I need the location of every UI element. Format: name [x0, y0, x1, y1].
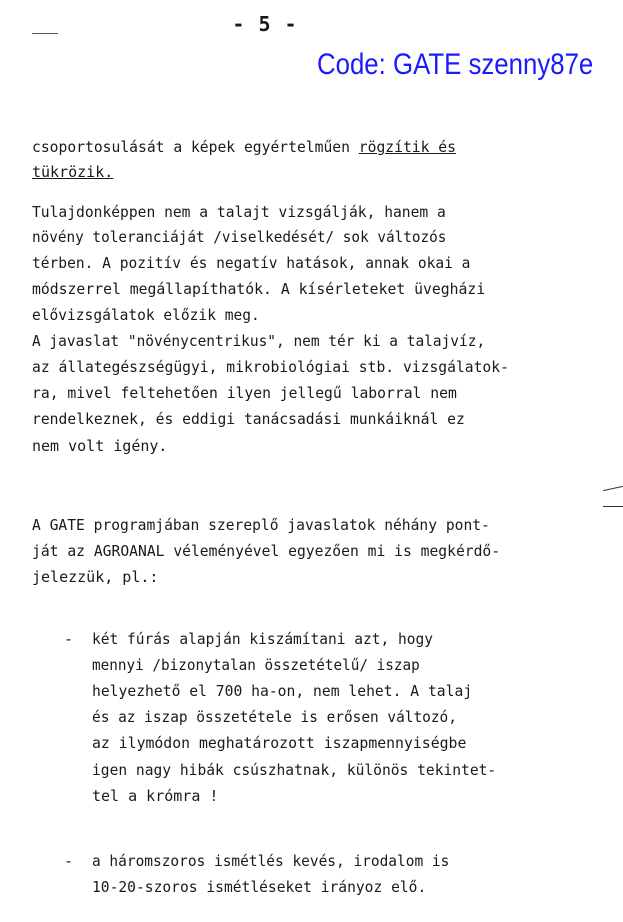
bullet-line: és az iszap összetétele is erősen változó,	[92, 708, 457, 726]
bullet-line: két fúrás alapján kiszámítani azt, hogy	[92, 630, 433, 648]
text-line: ját az AGROANAL véleményével egyezően mi is megkérdő-	[32, 542, 501, 560]
bullet-line: mennyi /bizonytalan összetételű/ iszap	[92, 656, 420, 674]
underlined-text: tükrözik.	[32, 163, 114, 181]
bullet-line: helyezhető el 700 ha-on, nem lehet. A talaj	[92, 682, 473, 700]
text-line: A javaslat "növénycentrikus", nem tér ki a talajvíz,	[32, 332, 486, 350]
text-line: elővizsgálatok előzik meg.	[32, 306, 260, 324]
page-number: - 5 -	[232, 12, 298, 36]
text-line: térben. A pozitív és negatív hatások, annak okai a	[32, 254, 471, 272]
text-run: csoportosulását a képek egyértelműen	[32, 138, 359, 156]
bullet-line: 10-20-szoros ismétléseket irányoz elő.	[92, 878, 427, 896]
bullet-line: az ilymódon meghatározott iszapmennyiségbe	[92, 734, 467, 752]
text-line: nem volt igény.	[32, 437, 168, 455]
text-line: ra, mivel feltehetően ilyen jellegű laborral nem	[32, 384, 457, 402]
margin-mark	[603, 506, 623, 507]
bullet-line: igen nagy hibák csúszhatnak, különös tekintet-	[92, 761, 497, 779]
text-line: A GATE programjában szereplő javaslatok néhány pont-	[32, 516, 490, 534]
code-stamp: Code: GATE szenny87e	[316, 48, 593, 81]
text-line: módszerrel megállapíthatók. A kísérleteket üvegházi	[32, 280, 486, 298]
bullet-line: a háromszoros ismétlés kevés, irodalom is	[92, 852, 450, 870]
text-line: az állategészségügyi, mikrobiológiai stb. vizsgálatok-	[32, 358, 509, 376]
text-line	[32, 138, 456, 156]
text-line: jelezzük, pl.:	[32, 568, 159, 586]
margin-mark	[603, 486, 623, 491]
bullet-dash: -	[64, 630, 74, 648]
text-line: rendelkeznek, és eddigi tanácsadási munkáiknál ez	[32, 410, 465, 428]
text-line: Tulajdonképpen nem a talajt vizsgálják, hanem a	[32, 203, 446, 221]
text-line: növény toleranciáját /viselkedését/ sok változós	[32, 228, 447, 246]
bullet-line: tel a krómra !	[92, 787, 219, 805]
underlined-text: rögzítik és	[358, 138, 456, 156]
bullet-dash: -	[64, 852, 74, 870]
